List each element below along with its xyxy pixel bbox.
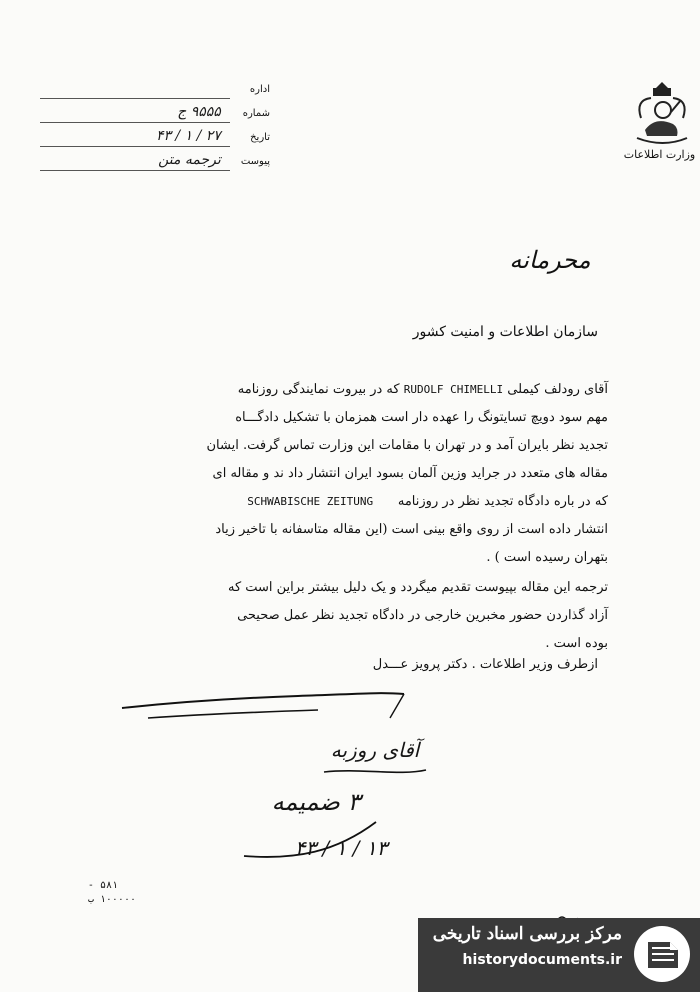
history-documents-logo-icon [630, 922, 694, 986]
office-underline [40, 98, 230, 99]
body-line-1-latin: RUDOLF CHIMELLI [403, 383, 504, 396]
date-label: تاریخ [250, 132, 270, 143]
confidential-heading: محرمانه [509, 246, 591, 274]
addressee: سازمان اطلاعات و امنیت کشور [412, 324, 598, 340]
office-field [40, 84, 270, 95]
ministry-name: وزارت اطلاعات [623, 148, 696, 161]
body-line-4: مقاله های متعدد در جراید وزین آلمان بسود ایران انتشار داد ند و مقاله ای [212, 466, 608, 481]
body-line-1 [118, 382, 608, 397]
body-line-1-post: که در بیروت نمایندگی روزنامه [237, 382, 400, 397]
body-line-5 [118, 494, 608, 509]
date-value: ۲۷ / ۱ / ۴۳ [155, 128, 221, 144]
watermark-url[interactable]: historydocuments.ir [462, 952, 622, 968]
number-field [40, 104, 270, 120]
handwritten-underline-icon [320, 766, 430, 778]
signature-line: ازطرف وزیر اطلاعات . دکتر پرویز عـــدل [372, 657, 598, 672]
body-line-5-latin: SCHWABISCHE ZEITUNG [247, 495, 374, 508]
signature-scribble-icon [118, 684, 408, 724]
date-underline [40, 146, 230, 147]
watermark-org-name: مرکز بررسی اسناد تاریخی [432, 924, 622, 944]
body-line-6: انتشار داده است از روی واقع بینی است (این مقاله متاسفانه با تاخیر زیاد [215, 522, 608, 537]
body-line-10: بوده است . [545, 636, 608, 651]
attachment-value: ترجمه متن [158, 152, 221, 168]
attachment-underline [40, 170, 230, 171]
body-line-9: آزاد گذاردن حضور مخبرین خارجی در دادگاه تجدید نظر عمل صحیحی [237, 608, 608, 623]
handwritten-note-date: ۱۳ / ۱ / ۴۳ [294, 836, 388, 860]
handwritten-bracket-icon [236, 812, 386, 872]
body-line-1-pre: آقای رودلف کیملی [507, 382, 608, 397]
handwritten-note-recipient: آقای روزبه [330, 738, 420, 762]
print-run: ۱۰۰۰۰۰ ب [87, 894, 136, 905]
date-field [40, 128, 270, 144]
body-line-5-pre: که در باره دادگاه تجدید نظر در روزنامه [397, 494, 608, 509]
handwritten-note-enclosure: ۳ ضمیمه [271, 788, 361, 816]
attachment-label: پیوست [240, 156, 270, 167]
number-value: ۹۵۵۵ ج [177, 104, 221, 120]
office-label: اداره [249, 84, 270, 95]
body-line-3: تجدید نظر بایران آمد و در تهران با مقامات این وزارت تماس گرفت. ایشان [206, 438, 608, 453]
body-line-8: ترجمه این مقاله بپیوست تقدیم میگردد و یک دلیل بیشتر براین است که [227, 580, 608, 595]
number-underline [40, 122, 230, 123]
body-line-2: مهم سود دویچ تسایتونگ را عهده دار است همزمان با تشکیل دادگـــاه [235, 410, 608, 425]
attachment-field [40, 152, 270, 168]
form-code: ۵۸۱ - [87, 880, 118, 891]
body-line-7: بتهران رسیده است ) . [486, 550, 608, 565]
number-label: شماره [242, 108, 270, 119]
